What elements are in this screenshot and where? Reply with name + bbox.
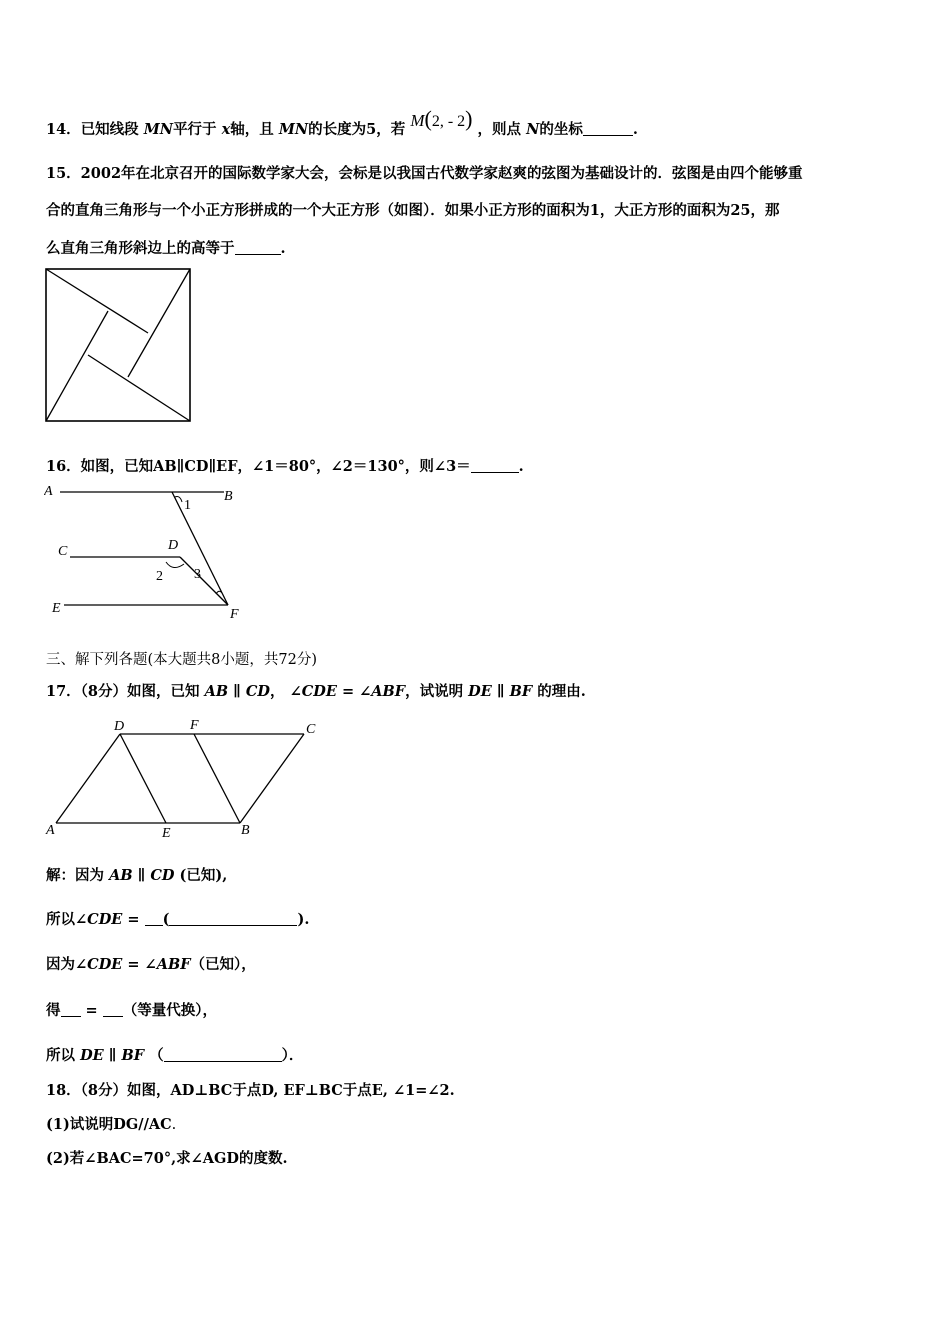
solution-line-2: 所以∠CDE = ( ). [46,911,310,928]
label-D: D [168,538,179,553]
q16-line: 16．如图，已知AB∥CD∥EF，∠1＝80°，∠2＝130°，则∠3＝ . [46,458,524,475]
q15-line1: 15．2002年在北京召开的国际数学家大会，会标是以我国古代数学家赵爽的弦图为基础设计的．弦图是由四个能够重 [46,165,803,182]
solution-line-4: 得 = （等量代换）， [46,1002,217,1019]
q18-line1: 18．（8分）如图，AD⊥BC于点D, EF⊥BC于点E, ∠1=∠2. [46,1082,455,1099]
label-F: F [190,718,199,733]
answer-blank[interactable] [471,458,519,473]
label-B: B [224,489,233,504]
label-A: A [46,823,55,838]
section-3-heading: 三、解下列各题(本大题共8小题，共72分) [46,652,317,668]
reason-blank[interactable] [164,1047,282,1062]
label-D: D [114,719,125,734]
angle-1-label: 1 [184,498,191,513]
answer-blank[interactable] [61,1002,81,1017]
answer-blank[interactable] [145,911,163,926]
label-F: F [230,607,239,622]
parallel-lines-figure [44,480,254,622]
angle-2-label: 2 [156,569,163,584]
q15-line2: 合的直角三角形与一个小正方形拼成的一个大正方形（如图）．如果小正方形的面积为1，大正方形的面积为25，那 [46,202,780,219]
q18-line3: (2)若∠BAC=70°,求∠AGD的度数. [46,1150,288,1167]
answer-blank[interactable] [235,240,281,255]
label-E: E [52,601,61,616]
q14-line: 14．已知线段 MN平行于 x轴，且 MN的长度为5，若 M(2, - 2) ，则点 N的坐标 . [46,106,638,138]
reason-blank[interactable] [169,911,297,926]
solution-line-1: 解：因为 AB ∥ CD (已知), [46,867,228,884]
label-E: E [162,826,171,841]
label-B: B [241,823,250,838]
q18-line2: (1)试说明DG//AC. [46,1116,177,1133]
q15-line3: 么直角三角形斜边上的高等于 . [46,240,286,257]
q17-line: 17．（8分）如图，已知 AB ∥ CD， ∠CDE = ∠ABF，试说明 DE ∥ BF 的理由. [46,683,586,700]
solution-line-5: 所以 DE ∥ BF （ ）． [46,1047,304,1064]
answer-blank[interactable] [583,121,633,136]
label-C: C [58,544,68,559]
label-C: C [306,722,316,737]
angle-3-label: 3 [194,567,201,582]
answer-blank[interactable] [103,1002,123,1017]
parallelogram-figure [44,716,334,842]
label-A: A [44,484,53,499]
solution-line-3: 因为∠CDE = ∠ABF（已知）， [46,956,256,973]
hypotenuse-diagram [44,267,194,423]
point-m-formula: M(2, - 2) [410,106,473,131]
